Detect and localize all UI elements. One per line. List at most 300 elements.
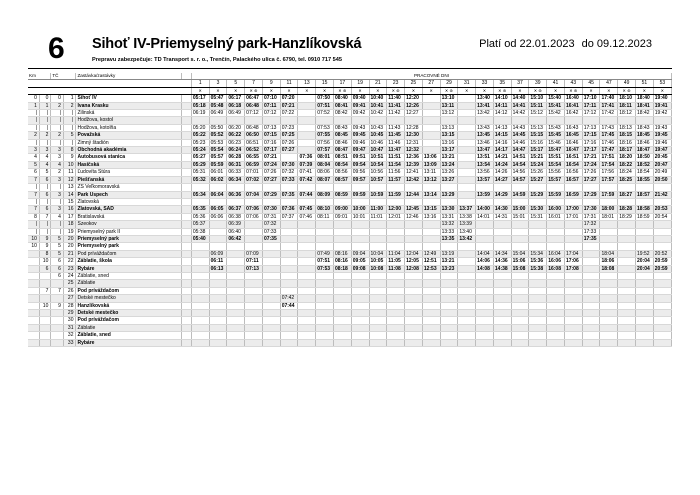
- stop-flag-cell: [181, 265, 191, 272]
- departure-time: [227, 280, 245, 287]
- departure-time: [618, 258, 636, 265]
- departure-time: 10:57: [369, 176, 387, 183]
- departure-time: [316, 221, 334, 228]
- departure-time: [316, 339, 334, 346]
- validity: [479, 38, 656, 50]
- stop-name: Zlatovská, SAD: [76, 206, 181, 213]
- departure-time: [387, 117, 405, 124]
- departure-time: [405, 317, 423, 324]
- departure-time: 05:18: [191, 102, 209, 109]
- zone-cell: 2: [51, 132, 64, 139]
- departure-time: [529, 198, 547, 205]
- departure-time: 13:16: [440, 139, 458, 146]
- departure-time: [636, 280, 654, 287]
- departure-time: [262, 243, 280, 250]
- departure-time: 14:56: [511, 169, 529, 176]
- departure-time: 20:59: [653, 265, 671, 272]
- km-cell: |: [28, 184, 39, 191]
- departure-time: 12:42: [405, 176, 423, 183]
- departure-time: 12:45: [405, 206, 423, 213]
- departure-time: 07:35: [280, 191, 298, 198]
- departure-time: 13:39: [458, 221, 476, 228]
- departure-time: [351, 302, 369, 309]
- departure-time: [422, 102, 440, 109]
- departure-time: [351, 235, 369, 242]
- departure-time: [245, 310, 263, 317]
- departure-time: [493, 339, 511, 346]
- departure-time: 08:42: [334, 110, 352, 117]
- departure-time: [262, 184, 280, 191]
- departure-time: 14:31: [493, 213, 511, 220]
- departure-time: 07:26: [280, 139, 298, 146]
- departure-time: [529, 117, 547, 124]
- departure-time: [458, 302, 476, 309]
- departure-time: [564, 184, 582, 191]
- stop-name: Priemyselný park: [76, 235, 181, 242]
- stop-index-cell: 12: [63, 176, 76, 183]
- departure-time: 08:59: [334, 191, 352, 198]
- column-header-row: [28, 73, 672, 80]
- stop-flag-cell: [181, 213, 191, 220]
- departure-time: 07:31: [262, 213, 280, 220]
- departure-time: 06:06: [209, 213, 227, 220]
- departure-time: 08:57: [334, 176, 352, 183]
- stop-name: Žilinská: [76, 110, 181, 117]
- departure-time: [547, 117, 565, 124]
- departure-time: 13:59: [476, 191, 494, 198]
- departure-time: [618, 324, 636, 331]
- departure-time: [564, 310, 582, 317]
- departure-time: [262, 265, 280, 272]
- departure-time: 17:45: [600, 132, 618, 139]
- departure-time: [351, 280, 369, 287]
- departure-time: 07:02: [245, 176, 263, 183]
- departure-time: 17:31: [582, 213, 600, 220]
- departure-time: [476, 324, 494, 331]
- departure-time: 19:47: [653, 147, 671, 154]
- departure-time: [209, 235, 227, 242]
- departure-time: 07:42: [298, 176, 316, 183]
- departure-time: [511, 324, 529, 331]
- departure-time: [227, 272, 245, 279]
- stop-name: Piešťanská: [76, 176, 181, 183]
- departure-time: [529, 221, 547, 228]
- departure-time: 20:47: [653, 161, 671, 168]
- departure-time: [298, 265, 316, 272]
- departure-time: 17:47: [600, 147, 618, 154]
- departure-time: [262, 339, 280, 346]
- departure-time: 12:41: [405, 169, 423, 176]
- departure-time: 07:46: [298, 213, 316, 220]
- departure-time: [191, 339, 209, 346]
- departure-time: [280, 272, 298, 279]
- trip-number: 19: [351, 80, 369, 87]
- departure-time: [209, 310, 227, 317]
- departure-time: 17:00: [564, 206, 582, 213]
- departure-time: 15:06: [511, 258, 529, 265]
- departure-time: [618, 184, 636, 191]
- departure-time: 17:11: [582, 102, 600, 109]
- departure-time: 17:29: [582, 191, 600, 198]
- departure-time: 08:01: [316, 154, 334, 161]
- departure-time: 07:57: [316, 147, 334, 154]
- km-cell: [28, 272, 39, 279]
- departure-time: [351, 339, 369, 346]
- trip-note: ✕: [636, 87, 654, 94]
- departure-time: [387, 339, 405, 346]
- departure-time: 07:09: [245, 250, 263, 257]
- stop-name: Záblatie: [76, 280, 181, 287]
- departure-time: [369, 117, 387, 124]
- departure-time: [298, 235, 316, 242]
- departure-time: 15:26: [529, 169, 547, 176]
- departure-time: 14:29: [493, 191, 511, 198]
- departure-time: [298, 124, 316, 131]
- departure-time: [458, 250, 476, 257]
- departure-time: 09:51: [351, 154, 369, 161]
- trip-number: 43: [564, 80, 582, 87]
- departure-time: 07:45: [298, 206, 316, 213]
- stop-flag-cell: [181, 139, 191, 146]
- stop-name: Hasičská: [76, 161, 181, 168]
- departure-time: [440, 243, 458, 250]
- departure-time: 05:31: [191, 169, 209, 176]
- departure-time: 16:42: [564, 110, 582, 117]
- departure-time: 05:48: [209, 102, 227, 109]
- departure-time: [209, 324, 227, 331]
- departure-time: [227, 324, 245, 331]
- departure-time: [209, 117, 227, 124]
- departure-time: [405, 117, 423, 124]
- departure-time: 15:04: [511, 250, 529, 257]
- km-cell: [28, 287, 39, 294]
- departure-time: [262, 302, 280, 309]
- departure-time: 20:04: [636, 265, 654, 272]
- departure-time: 11:51: [387, 154, 405, 161]
- departure-time: [191, 265, 209, 272]
- stop-flag-cell: [181, 287, 191, 294]
- departure-time: [280, 317, 298, 324]
- departure-time: [387, 243, 405, 250]
- departure-time: [653, 332, 671, 339]
- departure-time: 05:36: [191, 213, 209, 220]
- zone-cell: 6: [51, 272, 64, 279]
- departure-time: [547, 243, 565, 250]
- departure-time: [493, 235, 511, 242]
- stop-header: Zastávka/zastávky: [76, 73, 181, 80]
- departure-time: [511, 310, 529, 317]
- timetable-row: [28, 161, 672, 168]
- trip-number: 9: [262, 80, 280, 87]
- km-cell: 6: [39, 191, 50, 198]
- departure-time: [653, 280, 671, 287]
- departure-time: 13:11: [440, 102, 458, 109]
- departure-time: [191, 280, 209, 287]
- departure-time: [511, 280, 529, 287]
- departure-time: [316, 310, 334, 317]
- departure-time: 08:47: [334, 147, 352, 154]
- departure-time: [440, 302, 458, 309]
- departure-time: 16:46: [564, 139, 582, 146]
- stop-index-cell: 10: [63, 161, 76, 168]
- departure-time: 10:42: [369, 110, 387, 117]
- departure-time: 06:42: [227, 235, 245, 242]
- zone-cell: 5: [51, 250, 64, 257]
- departure-time: [369, 280, 387, 287]
- stop-name: Szeokov: [76, 221, 181, 228]
- departure-time: [458, 310, 476, 317]
- departure-time: 06:55: [245, 154, 263, 161]
- departure-time: [334, 221, 352, 228]
- departure-time: 15:29: [529, 191, 547, 198]
- departure-time: 17:04: [564, 250, 582, 257]
- departure-time: 14:40: [511, 95, 529, 102]
- departure-time: 07:12: [245, 110, 263, 117]
- departure-time: [564, 243, 582, 250]
- departure-time: [280, 154, 298, 161]
- departure-time: 15:54: [547, 161, 565, 168]
- departure-time: [351, 221, 369, 228]
- departure-time: 14:51: [511, 154, 529, 161]
- departure-time: [653, 287, 671, 294]
- zone-cell: |: [51, 221, 64, 228]
- km-cell: |: [28, 198, 39, 205]
- departure-time: [316, 317, 334, 324]
- departure-time: [387, 235, 405, 242]
- departure-time: [334, 332, 352, 339]
- stop-index-cell: 22: [63, 258, 76, 265]
- departure-time: [529, 324, 547, 331]
- departure-time: 07:27: [280, 147, 298, 154]
- departure-time: 06:34: [227, 176, 245, 183]
- departure-time: 18:47: [636, 147, 654, 154]
- departure-time: [582, 317, 600, 324]
- departure-time: [369, 221, 387, 228]
- departure-time: [298, 139, 316, 146]
- stop-index-cell: 15: [63, 198, 76, 205]
- stop-flag-cell: [181, 206, 191, 213]
- departure-time: 14:11: [493, 102, 511, 109]
- departure-time: [262, 272, 280, 279]
- departure-time: [564, 117, 582, 124]
- stop-flag-cell: [181, 198, 191, 205]
- departure-time: 06:28: [227, 154, 245, 161]
- departure-time: 05:53: [209, 139, 227, 146]
- departure-time: [351, 198, 369, 205]
- departure-time: [369, 287, 387, 294]
- departure-time: 12:31: [405, 139, 423, 146]
- departure-time: [440, 272, 458, 279]
- trip-note: ✕: [582, 87, 600, 94]
- departure-time: 13:37: [458, 206, 476, 213]
- departure-time: 07:29: [262, 191, 280, 198]
- departure-time: [653, 228, 671, 235]
- stop-name: Pod príváždačom: [76, 287, 181, 294]
- trip-notes-row: [28, 87, 672, 94]
- departure-time: [351, 184, 369, 191]
- departure-time: 13:30: [440, 206, 458, 213]
- departure-time: [636, 117, 654, 124]
- departure-time: [227, 250, 245, 257]
- departure-time: [262, 287, 280, 294]
- departure-time: [316, 302, 334, 309]
- departure-time: [316, 295, 334, 302]
- departure-time: 06:05: [209, 206, 227, 213]
- departure-time: 12:04: [405, 250, 423, 257]
- timetable-row: [28, 228, 672, 235]
- departure-time: 13:21: [440, 258, 458, 265]
- departure-time: [582, 198, 600, 205]
- departure-time: [387, 228, 405, 235]
- departure-time: [280, 332, 298, 339]
- departure-time: 07:41: [298, 169, 316, 176]
- departure-time: [351, 332, 369, 339]
- departure-time: 05:54: [209, 147, 227, 154]
- departure-time: [262, 198, 280, 205]
- timetable-row: [28, 139, 672, 146]
- km-cell: [28, 332, 39, 339]
- departure-time: [511, 295, 529, 302]
- departure-time: [245, 235, 263, 242]
- departure-time: 07:51: [316, 102, 334, 109]
- departure-time: [369, 198, 387, 205]
- departure-time: [493, 317, 511, 324]
- timetable-row: [28, 258, 672, 265]
- departure-time: [387, 221, 405, 228]
- trip-number: 21: [369, 80, 387, 87]
- departure-time: 07:13: [262, 124, 280, 131]
- departure-time: [191, 332, 209, 339]
- departure-time: [458, 243, 476, 250]
- departure-time: 10:59: [369, 191, 387, 198]
- trip-number: 39: [529, 80, 547, 87]
- departure-time: [493, 198, 511, 205]
- timetable-row: [28, 154, 672, 161]
- departure-time: 08:16: [334, 250, 352, 257]
- departure-time: 07:13: [245, 265, 263, 272]
- departure-time: [600, 221, 618, 228]
- departure-time: 12:20: [405, 95, 423, 102]
- trip-number: 3: [209, 80, 227, 87]
- departure-time: [476, 221, 494, 228]
- departure-time: [458, 191, 476, 198]
- departure-time: 20:54: [653, 213, 671, 220]
- timetable-row: [28, 302, 672, 309]
- departure-time: [262, 317, 280, 324]
- departure-time: 20:59: [653, 258, 671, 265]
- departure-time: 13:06: [422, 154, 440, 161]
- departure-time: [618, 221, 636, 228]
- departure-time: [618, 265, 636, 272]
- departure-time: 14:26: [493, 169, 511, 176]
- departure-time: [262, 117, 280, 124]
- departure-time: [280, 287, 298, 294]
- departure-time: 11:56: [387, 169, 405, 176]
- departure-time: [458, 117, 476, 124]
- departure-time: [458, 324, 476, 331]
- departure-time: 15:45: [547, 132, 565, 139]
- departure-time: [618, 332, 636, 339]
- departure-time: 14:21: [493, 154, 511, 161]
- departure-time: 07:37: [280, 213, 298, 220]
- departure-time: [564, 198, 582, 205]
- departure-time: 08:06: [316, 169, 334, 176]
- departure-time: [334, 295, 352, 302]
- departure-time: 11:40: [387, 95, 405, 102]
- departure-time: 10:04: [369, 250, 387, 257]
- stop-flag-cell: [181, 95, 191, 102]
- stop-index-cell: 1: [63, 95, 76, 102]
- departure-time: [280, 324, 298, 331]
- stop-index-cell: 20: [63, 235, 76, 242]
- departure-time: 13:16: [422, 213, 440, 220]
- departure-time: [369, 184, 387, 191]
- departure-time: 13:27: [440, 176, 458, 183]
- timetable-row: [28, 317, 672, 324]
- departure-time: 12:39: [405, 161, 423, 168]
- departure-time: [458, 102, 476, 109]
- departure-time: 15:59: [547, 191, 565, 198]
- departure-time: [387, 280, 405, 287]
- departure-time: [191, 243, 209, 250]
- departure-time: 07:10: [262, 95, 280, 102]
- stop-name: Ivana Krasku: [76, 102, 181, 109]
- departure-time: 10:08: [369, 265, 387, 272]
- departure-time: 14:45: [511, 132, 529, 139]
- departure-time: [351, 287, 369, 294]
- departure-time: 14:13: [493, 124, 511, 131]
- departure-time: [245, 117, 263, 124]
- departure-time: [529, 339, 547, 346]
- departure-time: [245, 280, 263, 287]
- departure-time: 18:20: [618, 154, 636, 161]
- departure-time: 10:05: [369, 258, 387, 265]
- zone-cell: 6: [51, 258, 64, 265]
- departure-time: [351, 228, 369, 235]
- departure-time: [387, 317, 405, 324]
- departure-time: [405, 198, 423, 205]
- departure-time: [209, 287, 227, 294]
- departure-time: [351, 310, 369, 317]
- departure-time: [351, 317, 369, 324]
- departure-time: 07:22: [280, 110, 298, 117]
- stop-index-cell: 9: [63, 154, 76, 161]
- zone-cell: |: [51, 117, 64, 124]
- trip-note: ✕ ⊛: [493, 87, 511, 94]
- departure-time: 06:59: [245, 161, 263, 168]
- departure-time: [422, 117, 440, 124]
- departure-time: [458, 147, 476, 154]
- stop-flag-cell: [181, 132, 191, 139]
- departure-time: [547, 272, 565, 279]
- departure-time: 16:40: [564, 95, 582, 102]
- departure-time: 05:47: [209, 95, 227, 102]
- departure-time: 06:11: [209, 258, 227, 265]
- timetable-row: [28, 206, 672, 213]
- working-days-header: PRACOVNÉ DNI: [191, 73, 671, 80]
- departure-time: 05:50: [209, 124, 227, 131]
- departure-time: [422, 310, 440, 317]
- departure-time: [191, 295, 209, 302]
- zone-cell: 9: [51, 302, 64, 309]
- departure-time: [476, 287, 494, 294]
- departure-time: [636, 221, 654, 228]
- departure-time: [458, 110, 476, 117]
- departure-time: 05:35: [191, 206, 209, 213]
- departure-time: 06:49: [227, 110, 245, 117]
- departure-time: [600, 243, 618, 250]
- stop-flag-cell: [181, 272, 191, 279]
